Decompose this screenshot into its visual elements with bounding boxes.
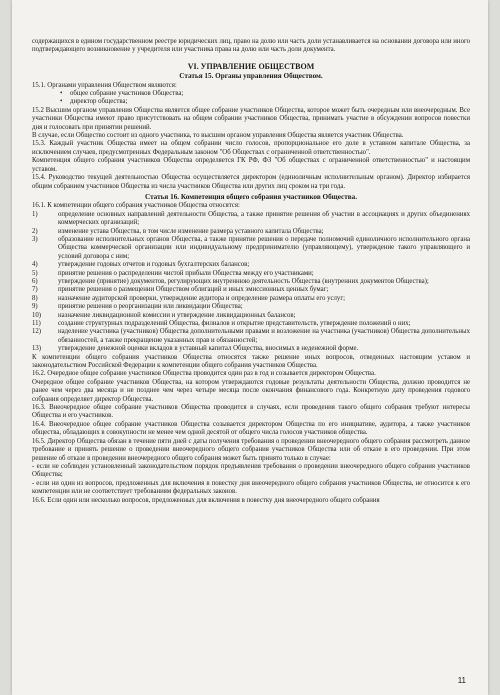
list-text: изменение устава Общества, в том числе изменение размера уставного капитала Общества;	[58, 227, 324, 235]
list-text: утверждение (принятие) документов, регулирующих внутреннюю деятельность Общества (внутренних документов Общества);	[58, 277, 429, 285]
list-item	[32, 320, 470, 328]
list-number: 9)	[32, 303, 38, 311]
list-number: 1)	[32, 210, 38, 218]
governing-bodies-list	[32, 90, 470, 107]
competence-list	[32, 211, 470, 354]
list-text: принятие решения о распределении чистой прибыли Общества между его участниками;	[58, 269, 314, 277]
list-text: утверждение годовых отчетов и годовых бухгалтерских балансов;	[58, 261, 250, 269]
list-number: 3)	[32, 235, 38, 243]
list-item: • общее собрание участников Общества;	[70, 90, 470, 98]
list-number: 12)	[32, 328, 42, 336]
document-body	[32, 38, 470, 505]
list-item	[32, 345, 470, 353]
article-15-paragraph: 15.2 Высшим органом управления Общества является общее собрание участников Общества, которое может быть очередным или внеочередным. Все участники Общества имеют право присутствовать на общем собрании участников Общества, принимать участие в обсуждении вопросов повестки дня и голосовать при принятии решений.	[32, 106, 470, 131]
list-item	[32, 235, 470, 261]
list-number: 2)	[32, 227, 38, 235]
article-16-paragraph: 16.2. Очередное общее собрание участников Общества проводится один раз в год и созывается директором Общества.	[32, 370, 376, 378]
article-15-paragraph: Компетенция общего собрания участников Общества определяется ГК РФ, ФЗ "Об обществах с ограниченной ответственностью" и настоящим уставом.	[32, 157, 470, 173]
list-item	[32, 286, 470, 294]
intro-paragraph: содержащихся в едином государственном реестре юридических лиц, право на долю или часть доли устанавливается на основании договора или иного подтверждающего возникновение у учредителя или участника права на долю или часть доли документа.	[32, 38, 470, 54]
article-16-paragraph: 16.1. К компетенции общего собрания участников Общества относятся:	[32, 202, 240, 210]
list-text: принятие решения о реорганизации или ликвидации Общества;	[58, 303, 243, 311]
article-16-paragraph: 16.3. Внеочередное общее собрание участников Общества проводится в случаях, если проведения такого общего собрания требуют интересы Общества и его участников.	[32, 404, 470, 420]
list-text: создание структурных подразделений Общества, филиалов и открытие представительств, утверждение положений о них;	[58, 320, 411, 327]
list-item	[32, 269, 470, 278]
article-15-paragraph: 15.3. Каждый участник Общества имеет на общем собрании число голосов, пропорциональное его доле в уставном капитале Общества, за исключением случаев, предусмотренных Федеральным законом "Об Обществах с ограниченной ответственностью".	[32, 140, 470, 156]
list-text: образование исполнительных органов Общества, а также принятие решения о передаче полномочий единоличного исполнительного органа Общества коммерческой организации или индивидуальному предпринимателю (управляющему), утверждение такого управляющего и условий договора с ним;	[58, 235, 470, 260]
article-16-paragraph: - если ни один из вопросов, предложенных для включения в повестку дня внеочередного общего собрания участников Общества, не относится к его компетенции или не соответствует требованиям федеральных законов.	[32, 479, 470, 496]
list-number: 8)	[32, 294, 38, 302]
list-item	[32, 328, 470, 345]
list-item	[32, 227, 470, 236]
article-16-paragraph: 16.5. Директор Общества обязан в течение пяти дней с даты получения требования о проведении внеочередного общего собрания рассмотреть данное требование и принять решение о проведении внеочередного общего собрания участников Общества или об отказе в его проведении. При этом решение об отказе в проведении внеочередного общего собрания может быть принято только в случае:	[32, 437, 470, 462]
list-item	[32, 210, 470, 228]
list-text: определение основных направлений деятельности Общества, а также принятие решения об участии в ассоциациях и других объединениях коммерческих организаций;	[58, 210, 470, 227]
list-number: 13)	[32, 345, 42, 353]
list-text: назначение аудиторской проверки, утверждение аудитора и определение размера оплаты его услуг;	[58, 294, 346, 302]
list-item	[32, 277, 470, 286]
article-16-paragraph: К компетенции общего собрания участников Общества относятся также решение иных вопросов, отведенных настоящим уставом и законодательством Российской Федерации к компетенции общего собрания участников Общества.	[32, 353, 470, 370]
article-15-paragraph: В случае, если Общество состоит из одного участника, то высшим органом управления Общества является участник Общества.	[32, 132, 404, 140]
list-text: наделение участника (участников) Общества дополнительными правами и возложение на участника (участников) Общества дополнительных обязанностей, а также прекращение указанных прав и обязанностей;	[58, 328, 470, 344]
article-15-title: Статья 15. Органы управления Обществом.	[179, 72, 323, 81]
list-number: 7)	[32, 286, 38, 294]
list-number: 5)	[32, 269, 38, 277]
list-text: утверждение денежной оценки вкладов в уставный капитал Общества, вносимых в неденежной форме.	[58, 345, 359, 353]
list-item	[32, 261, 470, 269]
article-16-title: Статья 16. Компетенция общего собрания участников Общества.	[144, 192, 358, 201]
list-number: 10)	[32, 311, 42, 319]
list-text: назначение ликвидационной комиссии и утверждение ликвидационных балансов;	[58, 311, 296, 319]
page-number: 11	[457, 676, 466, 685]
article-15-paragraph: 15.1. Органами управления Обществом являются:	[32, 81, 177, 89]
list-item	[32, 311, 470, 320]
list-item: • директор общества;	[70, 98, 470, 106]
list-number: 6)	[32, 277, 38, 285]
document-page	[12, 0, 488, 695]
article-16-paragraph: - если не соблюден установленный законодательством порядок предъявления требования о проведении внеочередного общего собрания участников Общества;	[32, 462, 470, 479]
article-16-paragraph: 16.6. Если один или несколько вопросов, предложенных для включения в повестку дня внеочередного общего собрания	[32, 496, 380, 504]
article-16-paragraph: Очередное общее собрание участников Общества, на котором утверждаются годовые результаты деятельности Общества, должно проводится не ранее чем через два месяца и не позднее чем через четыре месяца после окончания финансового года. Конкретную дату проведения годового собрания определяет директор Общества.	[32, 378, 470, 403]
list-number: 11)	[32, 320, 41, 327]
article-16-paragraph: 16.4. Внеочередное общее собрание участников Общества созывается директором Общества по его инициативе, аудитора, а также участников общества, обладающих в совокупности не менее чем одной десятой от общего числа голосов участников общества.	[32, 420, 470, 437]
list-item	[32, 303, 470, 311]
list-item	[32, 294, 470, 303]
section-title: VI. УПРАВЛЕНИЕ ОБЩЕСТВОМ	[187, 61, 315, 71]
article-15-paragraph: 15.4. Руководство текущей деятельностью Общества осуществляется директором (единоличным исполнительным органом). Директор избирается общим собранием участников Общества из числа участников Общества или других лиц сроком на три года.	[32, 174, 470, 190]
list-text: принятие решения о размещении Обществом облигаций и иных эмиссионных ценных бумаг;	[58, 286, 329, 294]
list-number: 4)	[32, 261, 38, 269]
